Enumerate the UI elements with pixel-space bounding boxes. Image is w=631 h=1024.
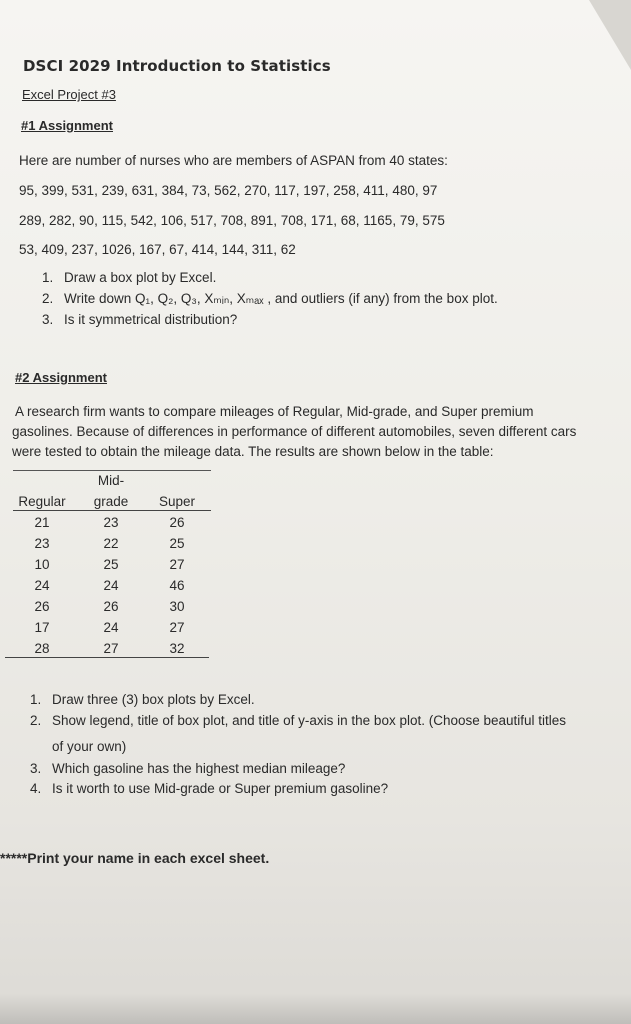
assignment1-task-1: 1. Draw a box plot by Excel. bbox=[42, 270, 217, 285]
header-top-super bbox=[143, 470, 211, 491]
assignment2-intro-line-2: gasolines. Because of differences in performance of different automobiles, seven different cars bbox=[12, 424, 577, 439]
table-cell: 23 bbox=[34, 536, 50, 551]
table-cell: 25 bbox=[103, 557, 119, 572]
header-top-regular bbox=[5, 470, 79, 491]
table-cell: 26 bbox=[169, 515, 185, 530]
footer-note: *****Print your name in each excel sheet. bbox=[0, 850, 270, 866]
header-regular: Regular bbox=[18, 494, 66, 509]
table-cell: 27 bbox=[169, 620, 185, 635]
table-header-row bbox=[5, 491, 211, 512]
table-cell: 27 bbox=[169, 557, 185, 572]
table-cell: 17 bbox=[34, 620, 50, 635]
table-cell: 21 bbox=[34, 515, 50, 530]
header-super: Super bbox=[158, 494, 196, 509]
table-row bbox=[5, 575, 211, 596]
data-line-3: 53, 409, 237, 1026, 167, 67, 414, 144, 311, 62 bbox=[19, 242, 296, 257]
assignment2-task-3: 3. Which gasoline has the highest median mileage? bbox=[30, 761, 346, 776]
table-cell: 22 bbox=[103, 536, 119, 551]
table-row bbox=[5, 638, 211, 659]
assignment2-heading: #2 Assignment bbox=[15, 370, 107, 385]
project-title: Excel Project #3 bbox=[22, 87, 116, 102]
table-cell: 24 bbox=[103, 578, 119, 593]
table-cell: 28 bbox=[34, 641, 50, 656]
data-line-1: 95, 399, 531, 239, 631, 384, 73, 562, 270, 117, 197, 258, 411, 480, 97 bbox=[19, 183, 438, 198]
assignment2-task-4: 4. Is it worth to use Mid-grade or Super premium gasoline? bbox=[30, 781, 389, 796]
table-cell: 24 bbox=[103, 620, 119, 635]
table-cell: 25 bbox=[169, 536, 185, 551]
table-row bbox=[5, 596, 211, 617]
folded-corner bbox=[589, 0, 631, 70]
table-row bbox=[5, 554, 211, 575]
table-row bbox=[5, 617, 211, 638]
table-cell: 27 bbox=[103, 641, 119, 656]
table-cell: 24 bbox=[34, 578, 50, 593]
table-cell: 10 bbox=[34, 557, 50, 572]
table-cell: 26 bbox=[103, 599, 119, 614]
table-cell: 23 bbox=[103, 515, 119, 530]
data-line-2: 289, 282, 90, 115, 542, 106, 517, 708, 891, 708, 171, 68, 1165, 79, 575 bbox=[19, 213, 445, 228]
course-title: DSCI 2029 Introduction to Statistics bbox=[23, 57, 331, 75]
assignment1-heading: #1 Assignment bbox=[21, 118, 113, 133]
mileage-table bbox=[5, 470, 211, 659]
assignment2-intro-line-3: were tested to obtain the mileage data. The results are shown below in the table: bbox=[12, 444, 494, 459]
assignment1-task-2: 2. Write down Q₁, Q₂, Q₃, Xₘᵢₙ, Xₘₐₓ , and outliers (if any) from the box plot. bbox=[42, 291, 498, 306]
assignment2-intro-line-1: A research firm wants to compare mileages of Regular, Mid-grade, and Super premium bbox=[15, 404, 534, 419]
table-cell: 30 bbox=[169, 599, 185, 614]
table-row bbox=[5, 512, 211, 533]
header-midgrade: grade bbox=[93, 494, 129, 509]
table-cell: 26 bbox=[34, 599, 50, 614]
table-header-row-top bbox=[5, 470, 211, 491]
table-cell: 46 bbox=[169, 578, 185, 593]
assignment2-task-1: 1. Draw three (3) box plots by Excel. bbox=[30, 692, 255, 707]
assignment1-task-3: 3. Is it symmetrical distribution? bbox=[42, 312, 238, 327]
assignment2-task-2-continued: of your own) bbox=[52, 739, 127, 754]
assignment2-task-2: 2. Show legend, title of box plot, and title of y-axis in the box plot. (Choose beautiful titles bbox=[30, 713, 567, 728]
bottom-shadow bbox=[0, 994, 631, 1024]
header-top-midgrade: Mid- bbox=[97, 473, 125, 488]
assignment1-intro: Here are number of nurses who are members of ASPAN from 40 states: bbox=[19, 153, 448, 168]
table-row bbox=[5, 533, 211, 554]
table-cell: 32 bbox=[169, 641, 185, 656]
